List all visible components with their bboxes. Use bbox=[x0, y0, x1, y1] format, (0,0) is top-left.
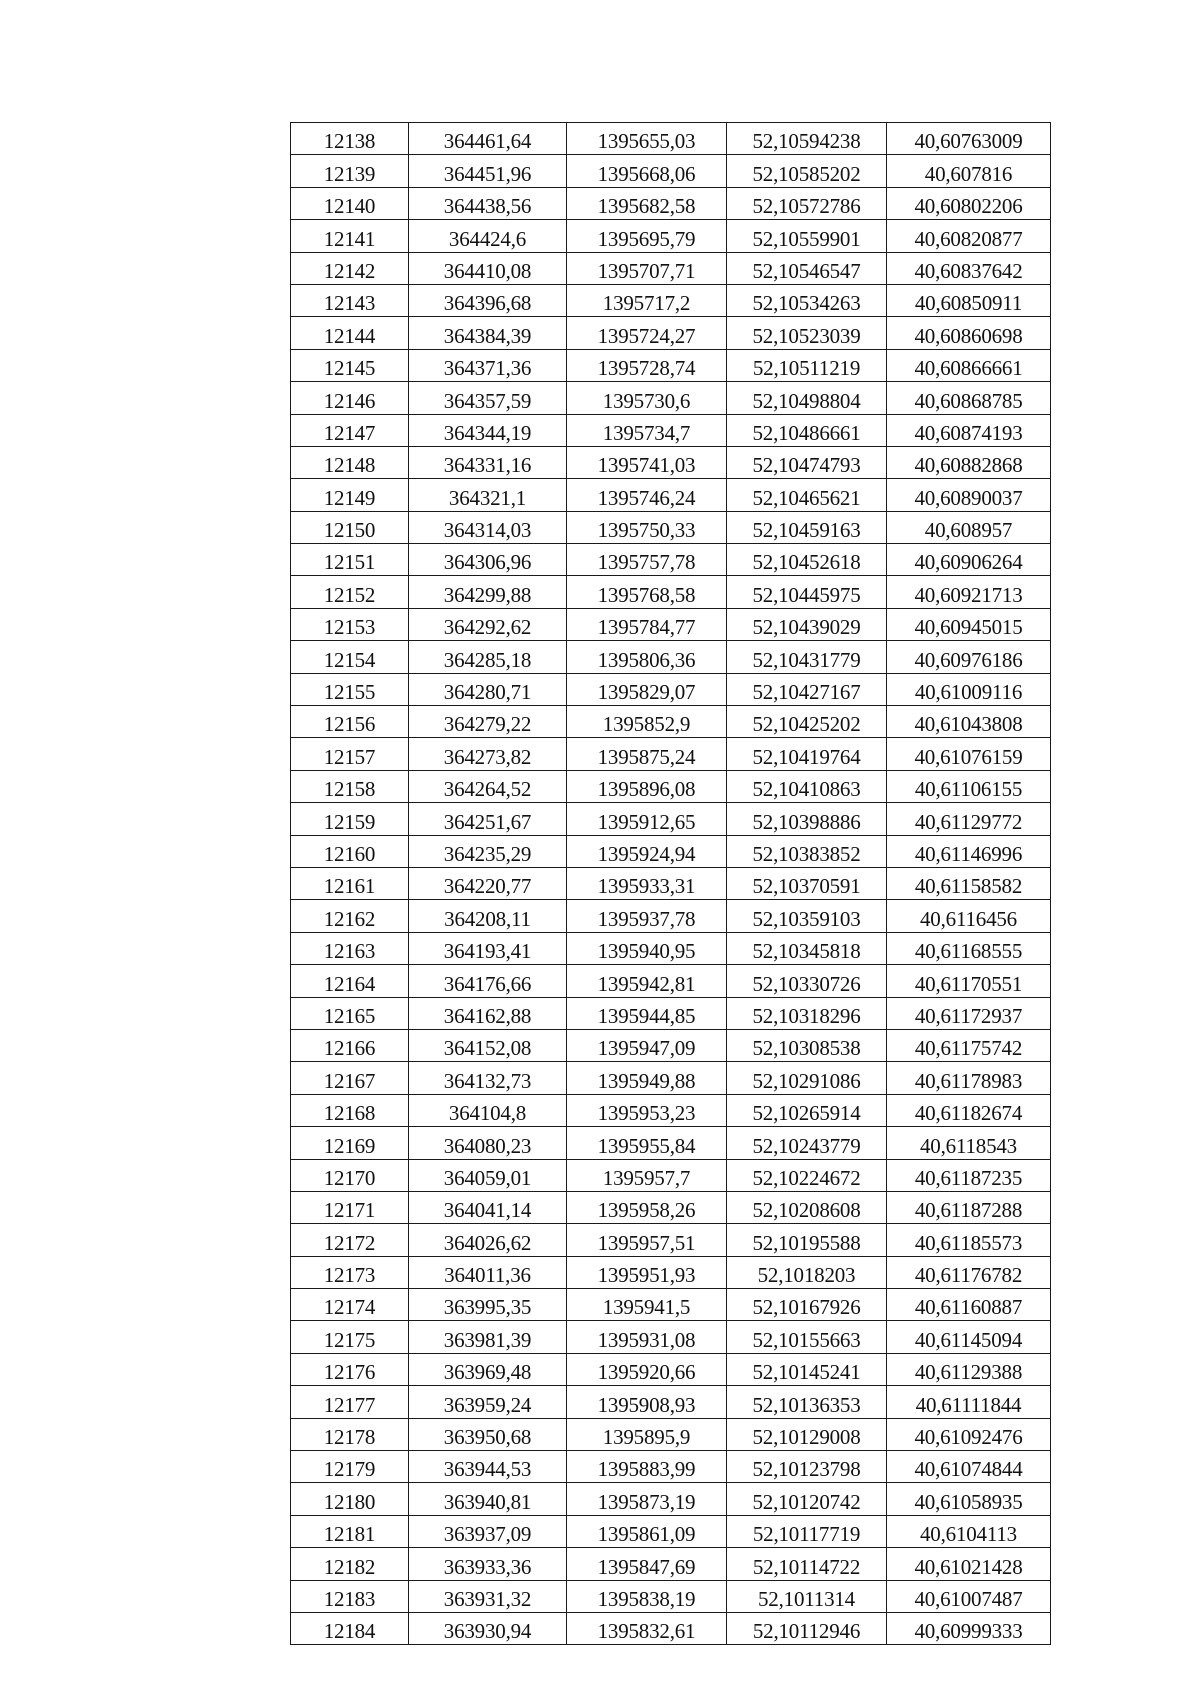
longitude-cell: 40,6104113 bbox=[887, 1515, 1051, 1547]
longitude-cell: 40,61111844 bbox=[887, 1386, 1051, 1418]
latitude-cell: 52,1018203 bbox=[727, 1256, 887, 1288]
point-number-cell: 12174 bbox=[291, 1289, 409, 1321]
x-coordinate-cell: 364104,8 bbox=[409, 1094, 567, 1126]
latitude-cell: 52,10167926 bbox=[727, 1289, 887, 1321]
y-coordinate-cell: 1395942,81 bbox=[567, 965, 727, 997]
point-number-cell: 12151 bbox=[291, 544, 409, 576]
x-coordinate-cell: 364292,62 bbox=[409, 608, 567, 640]
longitude-cell: 40,61178983 bbox=[887, 1062, 1051, 1094]
x-coordinate-cell: 364438,56 bbox=[409, 187, 567, 219]
longitude-cell: 40,60906264 bbox=[887, 544, 1051, 576]
table-row bbox=[291, 1159, 1051, 1191]
table-row bbox=[291, 803, 1051, 835]
latitude-cell: 52,10112946 bbox=[727, 1612, 887, 1644]
latitude-cell: 52,10486661 bbox=[727, 414, 887, 446]
x-coordinate-cell: 364410,08 bbox=[409, 252, 567, 284]
longitude-cell: 40,61106155 bbox=[887, 770, 1051, 802]
point-number-cell: 12169 bbox=[291, 1127, 409, 1159]
y-coordinate-cell: 1395852,9 bbox=[567, 706, 727, 738]
latitude-cell: 52,10265914 bbox=[727, 1094, 887, 1126]
point-number-cell: 12155 bbox=[291, 673, 409, 705]
y-coordinate-cell: 1395728,74 bbox=[567, 349, 727, 381]
y-coordinate-cell: 1395949,88 bbox=[567, 1062, 727, 1094]
longitude-cell: 40,61176782 bbox=[887, 1256, 1051, 1288]
longitude-cell: 40,61074844 bbox=[887, 1451, 1051, 1483]
latitude-cell: 52,10546547 bbox=[727, 252, 887, 284]
y-coordinate-cell: 1395947,09 bbox=[567, 1029, 727, 1061]
latitude-cell: 52,10359103 bbox=[727, 900, 887, 932]
point-number-cell: 12140 bbox=[291, 187, 409, 219]
table-row bbox=[291, 706, 1051, 738]
latitude-cell: 52,10439029 bbox=[727, 608, 887, 640]
y-coordinate-cell: 1395717,2 bbox=[567, 284, 727, 316]
latitude-cell: 52,1011314 bbox=[727, 1580, 887, 1612]
point-number-cell: 12168 bbox=[291, 1094, 409, 1126]
longitude-cell: 40,61129772 bbox=[887, 803, 1051, 835]
longitude-cell: 40,60837642 bbox=[887, 252, 1051, 284]
point-number-cell: 12182 bbox=[291, 1548, 409, 1580]
latitude-cell: 52,10398886 bbox=[727, 803, 887, 835]
x-coordinate-cell: 363959,24 bbox=[409, 1386, 567, 1418]
latitude-cell: 52,10427167 bbox=[727, 673, 887, 705]
longitude-cell: 40,6118543 bbox=[887, 1127, 1051, 1159]
y-coordinate-cell: 1395931,08 bbox=[567, 1321, 727, 1353]
y-coordinate-cell: 1395750,33 bbox=[567, 511, 727, 543]
x-coordinate-cell: 364384,39 bbox=[409, 317, 567, 349]
longitude-cell: 40,60999333 bbox=[887, 1612, 1051, 1644]
table-row bbox=[291, 1612, 1051, 1644]
latitude-cell: 52,10498804 bbox=[727, 382, 887, 414]
latitude-cell: 52,10136353 bbox=[727, 1386, 887, 1418]
table-row bbox=[291, 738, 1051, 770]
x-coordinate-cell: 364357,59 bbox=[409, 382, 567, 414]
y-coordinate-cell: 1395746,24 bbox=[567, 479, 727, 511]
point-number-cell: 12167 bbox=[291, 1062, 409, 1094]
latitude-cell: 52,10431779 bbox=[727, 641, 887, 673]
x-coordinate-cell: 363981,39 bbox=[409, 1321, 567, 1353]
table-row bbox=[291, 414, 1051, 446]
y-coordinate-cell: 1395957,7 bbox=[567, 1159, 727, 1191]
y-coordinate-cell: 1395941,5 bbox=[567, 1289, 727, 1321]
x-coordinate-cell: 364344,19 bbox=[409, 414, 567, 446]
latitude-cell: 52,10465621 bbox=[727, 479, 887, 511]
table-row bbox=[291, 641, 1051, 673]
x-coordinate-cell: 364193,41 bbox=[409, 932, 567, 964]
x-coordinate-cell: 363944,53 bbox=[409, 1451, 567, 1483]
y-coordinate-cell: 1395655,03 bbox=[567, 123, 727, 155]
point-number-cell: 12145 bbox=[291, 349, 409, 381]
point-number-cell: 12160 bbox=[291, 835, 409, 867]
table-row bbox=[291, 867, 1051, 899]
y-coordinate-cell: 1395875,24 bbox=[567, 738, 727, 770]
x-coordinate-cell: 364279,22 bbox=[409, 706, 567, 738]
point-number-cell: 12150 bbox=[291, 511, 409, 543]
latitude-cell: 52,10594238 bbox=[727, 123, 887, 155]
x-coordinate-cell: 364424,6 bbox=[409, 220, 567, 252]
latitude-cell: 52,10243779 bbox=[727, 1127, 887, 1159]
latitude-cell: 52,10585202 bbox=[727, 155, 887, 187]
table-row bbox=[291, 1580, 1051, 1612]
y-coordinate-cell: 1395937,78 bbox=[567, 900, 727, 932]
latitude-cell: 52,10117719 bbox=[727, 1515, 887, 1547]
point-number-cell: 12147 bbox=[291, 414, 409, 446]
latitude-cell: 52,10291086 bbox=[727, 1062, 887, 1094]
y-coordinate-cell: 1395806,36 bbox=[567, 641, 727, 673]
latitude-cell: 52,10523039 bbox=[727, 317, 887, 349]
latitude-cell: 52,10129008 bbox=[727, 1418, 887, 1450]
latitude-cell: 52,10572786 bbox=[727, 187, 887, 219]
point-number-cell: 12138 bbox=[291, 123, 409, 155]
table-row bbox=[291, 900, 1051, 932]
latitude-cell: 52,10123798 bbox=[727, 1451, 887, 1483]
y-coordinate-cell: 1395730,6 bbox=[567, 382, 727, 414]
y-coordinate-cell: 1395951,93 bbox=[567, 1256, 727, 1288]
latitude-cell: 52,10120742 bbox=[727, 1483, 887, 1515]
latitude-cell: 52,10474793 bbox=[727, 446, 887, 478]
x-coordinate-cell: 363930,94 bbox=[409, 1612, 567, 1644]
point-number-cell: 12146 bbox=[291, 382, 409, 414]
x-coordinate-cell: 363933,36 bbox=[409, 1548, 567, 1580]
point-number-cell: 12170 bbox=[291, 1159, 409, 1191]
x-coordinate-cell: 364220,77 bbox=[409, 867, 567, 899]
longitude-cell: 40,60976186 bbox=[887, 641, 1051, 673]
latitude-cell: 52,10452618 bbox=[727, 544, 887, 576]
longitude-cell: 40,61009116 bbox=[887, 673, 1051, 705]
point-number-cell: 12143 bbox=[291, 284, 409, 316]
y-coordinate-cell: 1395847,69 bbox=[567, 1548, 727, 1580]
latitude-cell: 52,10559901 bbox=[727, 220, 887, 252]
x-coordinate-cell: 364314,03 bbox=[409, 511, 567, 543]
longitude-cell: 40,60868785 bbox=[887, 382, 1051, 414]
x-coordinate-cell: 364451,96 bbox=[409, 155, 567, 187]
table-row bbox=[291, 1451, 1051, 1483]
coordinates-table-body bbox=[291, 123, 1051, 1645]
table-row bbox=[291, 349, 1051, 381]
longitude-cell: 40,61007487 bbox=[887, 1580, 1051, 1612]
y-coordinate-cell: 1395832,61 bbox=[567, 1612, 727, 1644]
x-coordinate-cell: 363937,09 bbox=[409, 1515, 567, 1547]
latitude-cell: 52,10114722 bbox=[727, 1548, 887, 1580]
y-coordinate-cell: 1395768,58 bbox=[567, 576, 727, 608]
longitude-cell: 40,60860698 bbox=[887, 317, 1051, 349]
point-number-cell: 12161 bbox=[291, 867, 409, 899]
longitude-cell: 40,60850911 bbox=[887, 284, 1051, 316]
latitude-cell: 52,10195588 bbox=[727, 1224, 887, 1256]
longitude-cell: 40,61021428 bbox=[887, 1548, 1051, 1580]
x-coordinate-cell: 364396,68 bbox=[409, 284, 567, 316]
y-coordinate-cell: 1395953,23 bbox=[567, 1094, 727, 1126]
y-coordinate-cell: 1395895,9 bbox=[567, 1418, 727, 1450]
longitude-cell: 40,61058935 bbox=[887, 1483, 1051, 1515]
point-number-cell: 12178 bbox=[291, 1418, 409, 1450]
table-row bbox=[291, 1548, 1051, 1580]
table-row bbox=[291, 284, 1051, 316]
point-number-cell: 12175 bbox=[291, 1321, 409, 1353]
table-row bbox=[291, 1483, 1051, 1515]
longitude-cell: 40,61175742 bbox=[887, 1029, 1051, 1061]
longitude-cell: 40,61158582 bbox=[887, 867, 1051, 899]
x-coordinate-cell: 364059,01 bbox=[409, 1159, 567, 1191]
point-number-cell: 12144 bbox=[291, 317, 409, 349]
x-coordinate-cell: 364285,18 bbox=[409, 641, 567, 673]
point-number-cell: 12153 bbox=[291, 608, 409, 640]
y-coordinate-cell: 1395838,19 bbox=[567, 1580, 727, 1612]
point-number-cell: 12173 bbox=[291, 1256, 409, 1288]
longitude-cell: 40,60763009 bbox=[887, 123, 1051, 155]
point-number-cell: 12176 bbox=[291, 1353, 409, 1385]
longitude-cell: 40,61092476 bbox=[887, 1418, 1051, 1450]
point-number-cell: 12179 bbox=[291, 1451, 409, 1483]
y-coordinate-cell: 1395940,95 bbox=[567, 932, 727, 964]
table-row bbox=[291, 155, 1051, 187]
table-row bbox=[291, 511, 1051, 543]
table-row bbox=[291, 1289, 1051, 1321]
table-row bbox=[291, 1256, 1051, 1288]
point-number-cell: 12157 bbox=[291, 738, 409, 770]
longitude-cell: 40,61129388 bbox=[887, 1353, 1051, 1385]
x-coordinate-cell: 364273,82 bbox=[409, 738, 567, 770]
x-coordinate-cell: 364080,23 bbox=[409, 1127, 567, 1159]
point-number-cell: 12181 bbox=[291, 1515, 409, 1547]
table-row bbox=[291, 1029, 1051, 1061]
latitude-cell: 52,10459163 bbox=[727, 511, 887, 543]
x-coordinate-cell: 364264,52 bbox=[409, 770, 567, 802]
y-coordinate-cell: 1395829,07 bbox=[567, 673, 727, 705]
latitude-cell: 52,10445975 bbox=[727, 576, 887, 608]
latitude-cell: 52,10145241 bbox=[727, 1353, 887, 1385]
y-coordinate-cell: 1395707,71 bbox=[567, 252, 727, 284]
x-coordinate-cell: 363950,68 bbox=[409, 1418, 567, 1450]
table-row bbox=[291, 1386, 1051, 1418]
y-coordinate-cell: 1395944,85 bbox=[567, 997, 727, 1029]
table-row bbox=[291, 835, 1051, 867]
longitude-cell: 40,61076159 bbox=[887, 738, 1051, 770]
latitude-cell: 52,10511219 bbox=[727, 349, 887, 381]
longitude-cell: 40,61146996 bbox=[887, 835, 1051, 867]
longitude-cell: 40,60921713 bbox=[887, 576, 1051, 608]
x-coordinate-cell: 364026,62 bbox=[409, 1224, 567, 1256]
y-coordinate-cell: 1395933,31 bbox=[567, 867, 727, 899]
table-row bbox=[291, 446, 1051, 478]
y-coordinate-cell: 1395734,7 bbox=[567, 414, 727, 446]
y-coordinate-cell: 1395757,78 bbox=[567, 544, 727, 576]
point-number-cell: 12177 bbox=[291, 1386, 409, 1418]
longitude-cell: 40,61185573 bbox=[887, 1224, 1051, 1256]
longitude-cell: 40,60802206 bbox=[887, 187, 1051, 219]
table-row bbox=[291, 317, 1051, 349]
table-row bbox=[291, 382, 1051, 414]
latitude-cell: 52,10224672 bbox=[727, 1159, 887, 1191]
point-number-cell: 12171 bbox=[291, 1191, 409, 1223]
y-coordinate-cell: 1395873,19 bbox=[567, 1483, 727, 1515]
y-coordinate-cell: 1395784,77 bbox=[567, 608, 727, 640]
y-coordinate-cell: 1395924,94 bbox=[567, 835, 727, 867]
y-coordinate-cell: 1395955,84 bbox=[567, 1127, 727, 1159]
point-number-cell: 12162 bbox=[291, 900, 409, 932]
x-coordinate-cell: 364041,14 bbox=[409, 1191, 567, 1223]
longitude-cell: 40,60945015 bbox=[887, 608, 1051, 640]
table-row bbox=[291, 1127, 1051, 1159]
point-number-cell: 12158 bbox=[291, 770, 409, 802]
y-coordinate-cell: 1395920,66 bbox=[567, 1353, 727, 1385]
longitude-cell: 40,61160887 bbox=[887, 1289, 1051, 1321]
latitude-cell: 52,10383852 bbox=[727, 835, 887, 867]
point-number-cell: 12165 bbox=[291, 997, 409, 1029]
y-coordinate-cell: 1395724,27 bbox=[567, 317, 727, 349]
longitude-cell: 40,61187235 bbox=[887, 1159, 1051, 1191]
table-row bbox=[291, 770, 1051, 802]
y-coordinate-cell: 1395668,06 bbox=[567, 155, 727, 187]
y-coordinate-cell: 1395695,79 bbox=[567, 220, 727, 252]
latitude-cell: 52,10208608 bbox=[727, 1191, 887, 1223]
x-coordinate-cell: 364306,96 bbox=[409, 544, 567, 576]
longitude-cell: 40,60882868 bbox=[887, 446, 1051, 478]
table-row bbox=[291, 1418, 1051, 1450]
y-coordinate-cell: 1395958,26 bbox=[567, 1191, 727, 1223]
table-row bbox=[291, 1062, 1051, 1094]
point-number-cell: 12164 bbox=[291, 965, 409, 997]
longitude-cell: 40,6116456 bbox=[887, 900, 1051, 932]
latitude-cell: 52,10318296 bbox=[727, 997, 887, 1029]
x-coordinate-cell: 364152,08 bbox=[409, 1029, 567, 1061]
table-row bbox=[291, 608, 1051, 640]
point-number-cell: 12152 bbox=[291, 576, 409, 608]
table-row bbox=[291, 1224, 1051, 1256]
longitude-cell: 40,60820877 bbox=[887, 220, 1051, 252]
coordinates-table-container bbox=[290, 122, 1050, 1645]
point-number-cell: 12148 bbox=[291, 446, 409, 478]
x-coordinate-cell: 364011,36 bbox=[409, 1256, 567, 1288]
latitude-cell: 52,10410863 bbox=[727, 770, 887, 802]
table-row bbox=[291, 220, 1051, 252]
y-coordinate-cell: 1395861,09 bbox=[567, 1515, 727, 1547]
y-coordinate-cell: 1395908,93 bbox=[567, 1386, 727, 1418]
x-coordinate-cell: 364251,67 bbox=[409, 803, 567, 835]
coordinates-table bbox=[290, 122, 1051, 1645]
y-coordinate-cell: 1395682,58 bbox=[567, 187, 727, 219]
y-coordinate-cell: 1395896,08 bbox=[567, 770, 727, 802]
table-row bbox=[291, 932, 1051, 964]
latitude-cell: 52,10308538 bbox=[727, 1029, 887, 1061]
longitude-cell: 40,61043808 bbox=[887, 706, 1051, 738]
table-row bbox=[291, 1094, 1051, 1126]
x-coordinate-cell: 364461,64 bbox=[409, 123, 567, 155]
table-row bbox=[291, 123, 1051, 155]
y-coordinate-cell: 1395957,51 bbox=[567, 1224, 727, 1256]
point-number-cell: 12159 bbox=[291, 803, 409, 835]
point-number-cell: 12139 bbox=[291, 155, 409, 187]
point-number-cell: 12163 bbox=[291, 932, 409, 964]
point-number-cell: 12183 bbox=[291, 1580, 409, 1612]
longitude-cell: 40,60866661 bbox=[887, 349, 1051, 381]
x-coordinate-cell: 364331,16 bbox=[409, 446, 567, 478]
x-coordinate-cell: 364321,1 bbox=[409, 479, 567, 511]
longitude-cell: 40,60874193 bbox=[887, 414, 1051, 446]
x-coordinate-cell: 363969,48 bbox=[409, 1353, 567, 1385]
y-coordinate-cell: 1395883,99 bbox=[567, 1451, 727, 1483]
table-row bbox=[291, 1191, 1051, 1223]
table-row bbox=[291, 1353, 1051, 1385]
longitude-cell: 40,61145094 bbox=[887, 1321, 1051, 1353]
longitude-cell: 40,608957 bbox=[887, 511, 1051, 543]
x-coordinate-cell: 363931,32 bbox=[409, 1580, 567, 1612]
table-row bbox=[291, 252, 1051, 284]
x-coordinate-cell: 363995,35 bbox=[409, 1289, 567, 1321]
table-row bbox=[291, 479, 1051, 511]
longitude-cell: 40,61168555 bbox=[887, 932, 1051, 964]
latitude-cell: 52,10345818 bbox=[727, 932, 887, 964]
x-coordinate-cell: 364208,11 bbox=[409, 900, 567, 932]
x-coordinate-cell: 364299,88 bbox=[409, 576, 567, 608]
x-coordinate-cell: 364235,29 bbox=[409, 835, 567, 867]
latitude-cell: 52,10155663 bbox=[727, 1321, 887, 1353]
longitude-cell: 40,607816 bbox=[887, 155, 1051, 187]
longitude-cell: 40,61182674 bbox=[887, 1094, 1051, 1126]
point-number-cell: 12172 bbox=[291, 1224, 409, 1256]
latitude-cell: 52,10425202 bbox=[727, 706, 887, 738]
longitude-cell: 40,60890037 bbox=[887, 479, 1051, 511]
table-row bbox=[291, 187, 1051, 219]
latitude-cell: 52,10370591 bbox=[727, 867, 887, 899]
x-coordinate-cell: 364280,71 bbox=[409, 673, 567, 705]
y-coordinate-cell: 1395912,65 bbox=[567, 803, 727, 835]
y-coordinate-cell: 1395741,03 bbox=[567, 446, 727, 478]
table-row bbox=[291, 965, 1051, 997]
table-row bbox=[291, 1321, 1051, 1353]
point-number-cell: 12180 bbox=[291, 1483, 409, 1515]
table-row bbox=[291, 544, 1051, 576]
point-number-cell: 12149 bbox=[291, 479, 409, 511]
x-coordinate-cell: 364176,66 bbox=[409, 965, 567, 997]
point-number-cell: 12184 bbox=[291, 1612, 409, 1644]
longitude-cell: 40,61170551 bbox=[887, 965, 1051, 997]
longitude-cell: 40,61187288 bbox=[887, 1191, 1051, 1223]
point-number-cell: 12154 bbox=[291, 641, 409, 673]
table-row bbox=[291, 1515, 1051, 1547]
table-row bbox=[291, 673, 1051, 705]
table-row bbox=[291, 576, 1051, 608]
longitude-cell: 40,61172937 bbox=[887, 997, 1051, 1029]
latitude-cell: 52,10534263 bbox=[727, 284, 887, 316]
x-coordinate-cell: 363940,81 bbox=[409, 1483, 567, 1515]
point-number-cell: 12166 bbox=[291, 1029, 409, 1061]
point-number-cell: 12141 bbox=[291, 220, 409, 252]
x-coordinate-cell: 364132,73 bbox=[409, 1062, 567, 1094]
latitude-cell: 52,10419764 bbox=[727, 738, 887, 770]
x-coordinate-cell: 364162,88 bbox=[409, 997, 567, 1029]
point-number-cell: 12156 bbox=[291, 706, 409, 738]
latitude-cell: 52,10330726 bbox=[727, 965, 887, 997]
x-coordinate-cell: 364371,36 bbox=[409, 349, 567, 381]
point-number-cell: 12142 bbox=[291, 252, 409, 284]
table-row bbox=[291, 997, 1051, 1029]
